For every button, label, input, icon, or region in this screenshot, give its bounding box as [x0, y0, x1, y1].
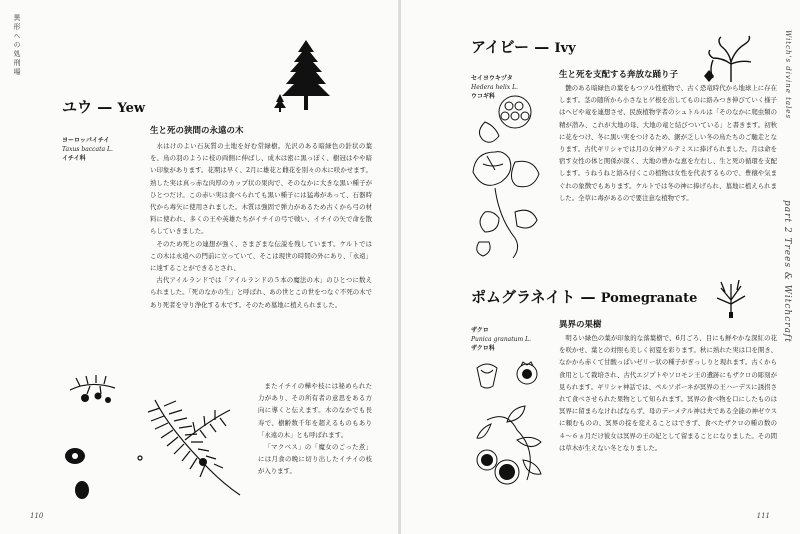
ivy-tree-icon — [701, 34, 761, 84]
yew-paragraph: そのため死との連想が強く、さまざまな伝説を残しています。ケルトではこの木は永遠への門前に立っていて、そこは現世の時間の外にあり、「永遠」に達することができるとされ、 — [150, 239, 372, 273]
yew-meta — [62, 136, 122, 163]
pomegranate-paragraph: 明るい緑色の葉が印象的な落葉樹で、6月ごろ、目にも鮮やかな深紅の花を咲かせ、葉との対照も美しく初夏を彩ります。秋に熟れた実は口を開き、なかから赤くて甘酸っぱいゼリー状の種子がぎっしりと現れます。古くから食用として栽培され、古代エジプトやソロモン王の遺跡にもザクロの彫刻が見られます。ギリシャ神話では、ペルソポーネが冥界の王ハーデスに誘拐されて食べさせられた果物として知られます。冥界の食べ物を口にしたものは冥界に留まらなければならず、母のデーメテル神は夫である全能の神ゼウスに頼むものの、冥界の掟を変えることはできず、食べたザクロの種の数の４〜６ヵ月だけ彼女は冥界の王の妃として留まることになりました。その間は草木が生えない冬となりました。 — [559, 334, 777, 452]
ivy-heading-ja: アイビー — — [471, 38, 550, 56]
ivy-paragraph: 艶のある暗緑色の葉をもつツル性植物で、古く恐竜時代から地球上に存在します。茎の随所から小さなヒゲ根を出してものに絡みつき伸びていく様子はヘビや竜を連想させ、民族植物学者のシュトルルは「そのなかに爬虫類の精が潜み、これが大地の母、大地の竜と結びついている」と書きます。初秋に花をつけ、冬に黒い実をつけるため、鋸が乏しい冬の鳥たちのご馳走となります。古代ギリシャでは月の女神アルテミスに捧げられました。月は命を宿す女性の体と関係が深く、大地の豊かな恵を左右し、生と死の循環を支配します。うねうねと絡み付くこの植物は女性を代表するもので、豊穣や気まぐれの象徴でもあります。ケルトでは冬の神に捧げられ、墓地に植えられました。全草に毒があるので要注意な植物です。 — [559, 84, 777, 202]
ivy-heading-en: Ivy — [554, 41, 576, 56]
running-script-top: Witch's divine tales — [784, 30, 792, 120]
ivy-meta-latin: Hedera helix L. — [471, 84, 518, 91]
ivy-body — [559, 82, 777, 204]
ivy-meta-family: ウコギ科 — [471, 93, 496, 100]
yew-meta-latin: Taxus baccata L. — [62, 146, 113, 153]
chapter-side-title: 異形への処刑場 — [13, 14, 21, 77]
pomegranate-heading-ja: ポムグラネイト — — [471, 288, 596, 306]
yew-paragraph: 「マクベス」の「魔女のごった煮」には月食の晩に切り出したイチイの枝が入ります。 — [258, 443, 372, 476]
yew-paragraph: 古代アイルランドでは「アイルランドの５本の魔法の木」のひとつに数えられました。「死のなかの生」と呼ばれ、あの世とこの世をつなぐ不死の木であり死者を守り浄化する木です。そのため墓地に植えられました。 — [150, 276, 372, 309]
pomegranate-illustration — [467, 360, 553, 500]
pomegranate-tree-icon — [711, 278, 751, 320]
ivy-illustration — [465, 92, 549, 262]
yew-branch-illustration — [60, 360, 250, 505]
pomegranate-heading-en: Pomegranate — [600, 291, 698, 306]
yew-tree-illustration — [270, 38, 350, 114]
ivy-meta-kana: セイヨウキヅタ — [471, 75, 513, 82]
yew-heading-en: Yew — [117, 101, 146, 116]
folio-right: 111 — [756, 512, 770, 520]
yew-heading — [62, 96, 145, 117]
running-script-part: part 2 Trees & Witchcraft — [782, 200, 792, 343]
yew-paragraph: またイチイの樺や枝には秘められた力があり、その所有者の意思をある方向に導くと伝えます。木のなかでも長寿で、樹齢数千年を超えるものもあり「永遠の木」とも呼ばれます。 — [258, 382, 372, 439]
pomegranate-body — [559, 332, 777, 454]
pomegranate-heading — [471, 286, 697, 307]
yew-body-upper — [150, 140, 372, 311]
yew-subhead: 生と死の狭間の永遠の木 — [150, 126, 244, 136]
ivy-heading — [471, 36, 576, 57]
yew-heading-ja: ユウ — — [62, 98, 113, 116]
pomegranate-meta-latin: Punica granatum L. — [471, 336, 532, 343]
yew-meta-kana: ヨーロッパイチイ — [62, 137, 110, 144]
pomegranate-meta-kana: ザクロ — [471, 327, 489, 334]
folio-left: 110 — [30, 512, 44, 520]
pomegranate-meta — [471, 326, 541, 353]
yew-body-lower — [258, 380, 372, 478]
ivy-subhead: 生と死を支配する奔放な踊り子 — [559, 70, 679, 80]
right-page — [401, 0, 800, 534]
left-page — [0, 0, 399, 534]
yew-meta-family: イチイ科 — [62, 155, 86, 162]
pomegranate-meta-family: ザクロ科 — [471, 345, 495, 352]
yew-paragraph: 水はけのよい石灰質の土地を好む常緑樹。光沢のある暗緑色の針状の葉を、鳥の羽のように枝の両側に伸ばし、成木は密に黒っぽく、樹冠はやや暗い印象があります。花期は早く、2月に雄花と雌花を別々の木に咲かせます。熟した実は真っ赤な肉厚のカップ状の果肉で、そのなかに大きな黒い種子がひとつだけ。この赤い実は食べられても黒い種子には猛毒があって、石器時代から毒矢に使用されました。木質は強固で弾力があるため古くから弓の材料に使われ、多くの王や英雄たちがイチイの弓で戦い、イチイの矢で命を散らしていきました。 — [150, 142, 372, 236]
pomegranate-subhead: 異界の果樹 — [559, 320, 602, 330]
